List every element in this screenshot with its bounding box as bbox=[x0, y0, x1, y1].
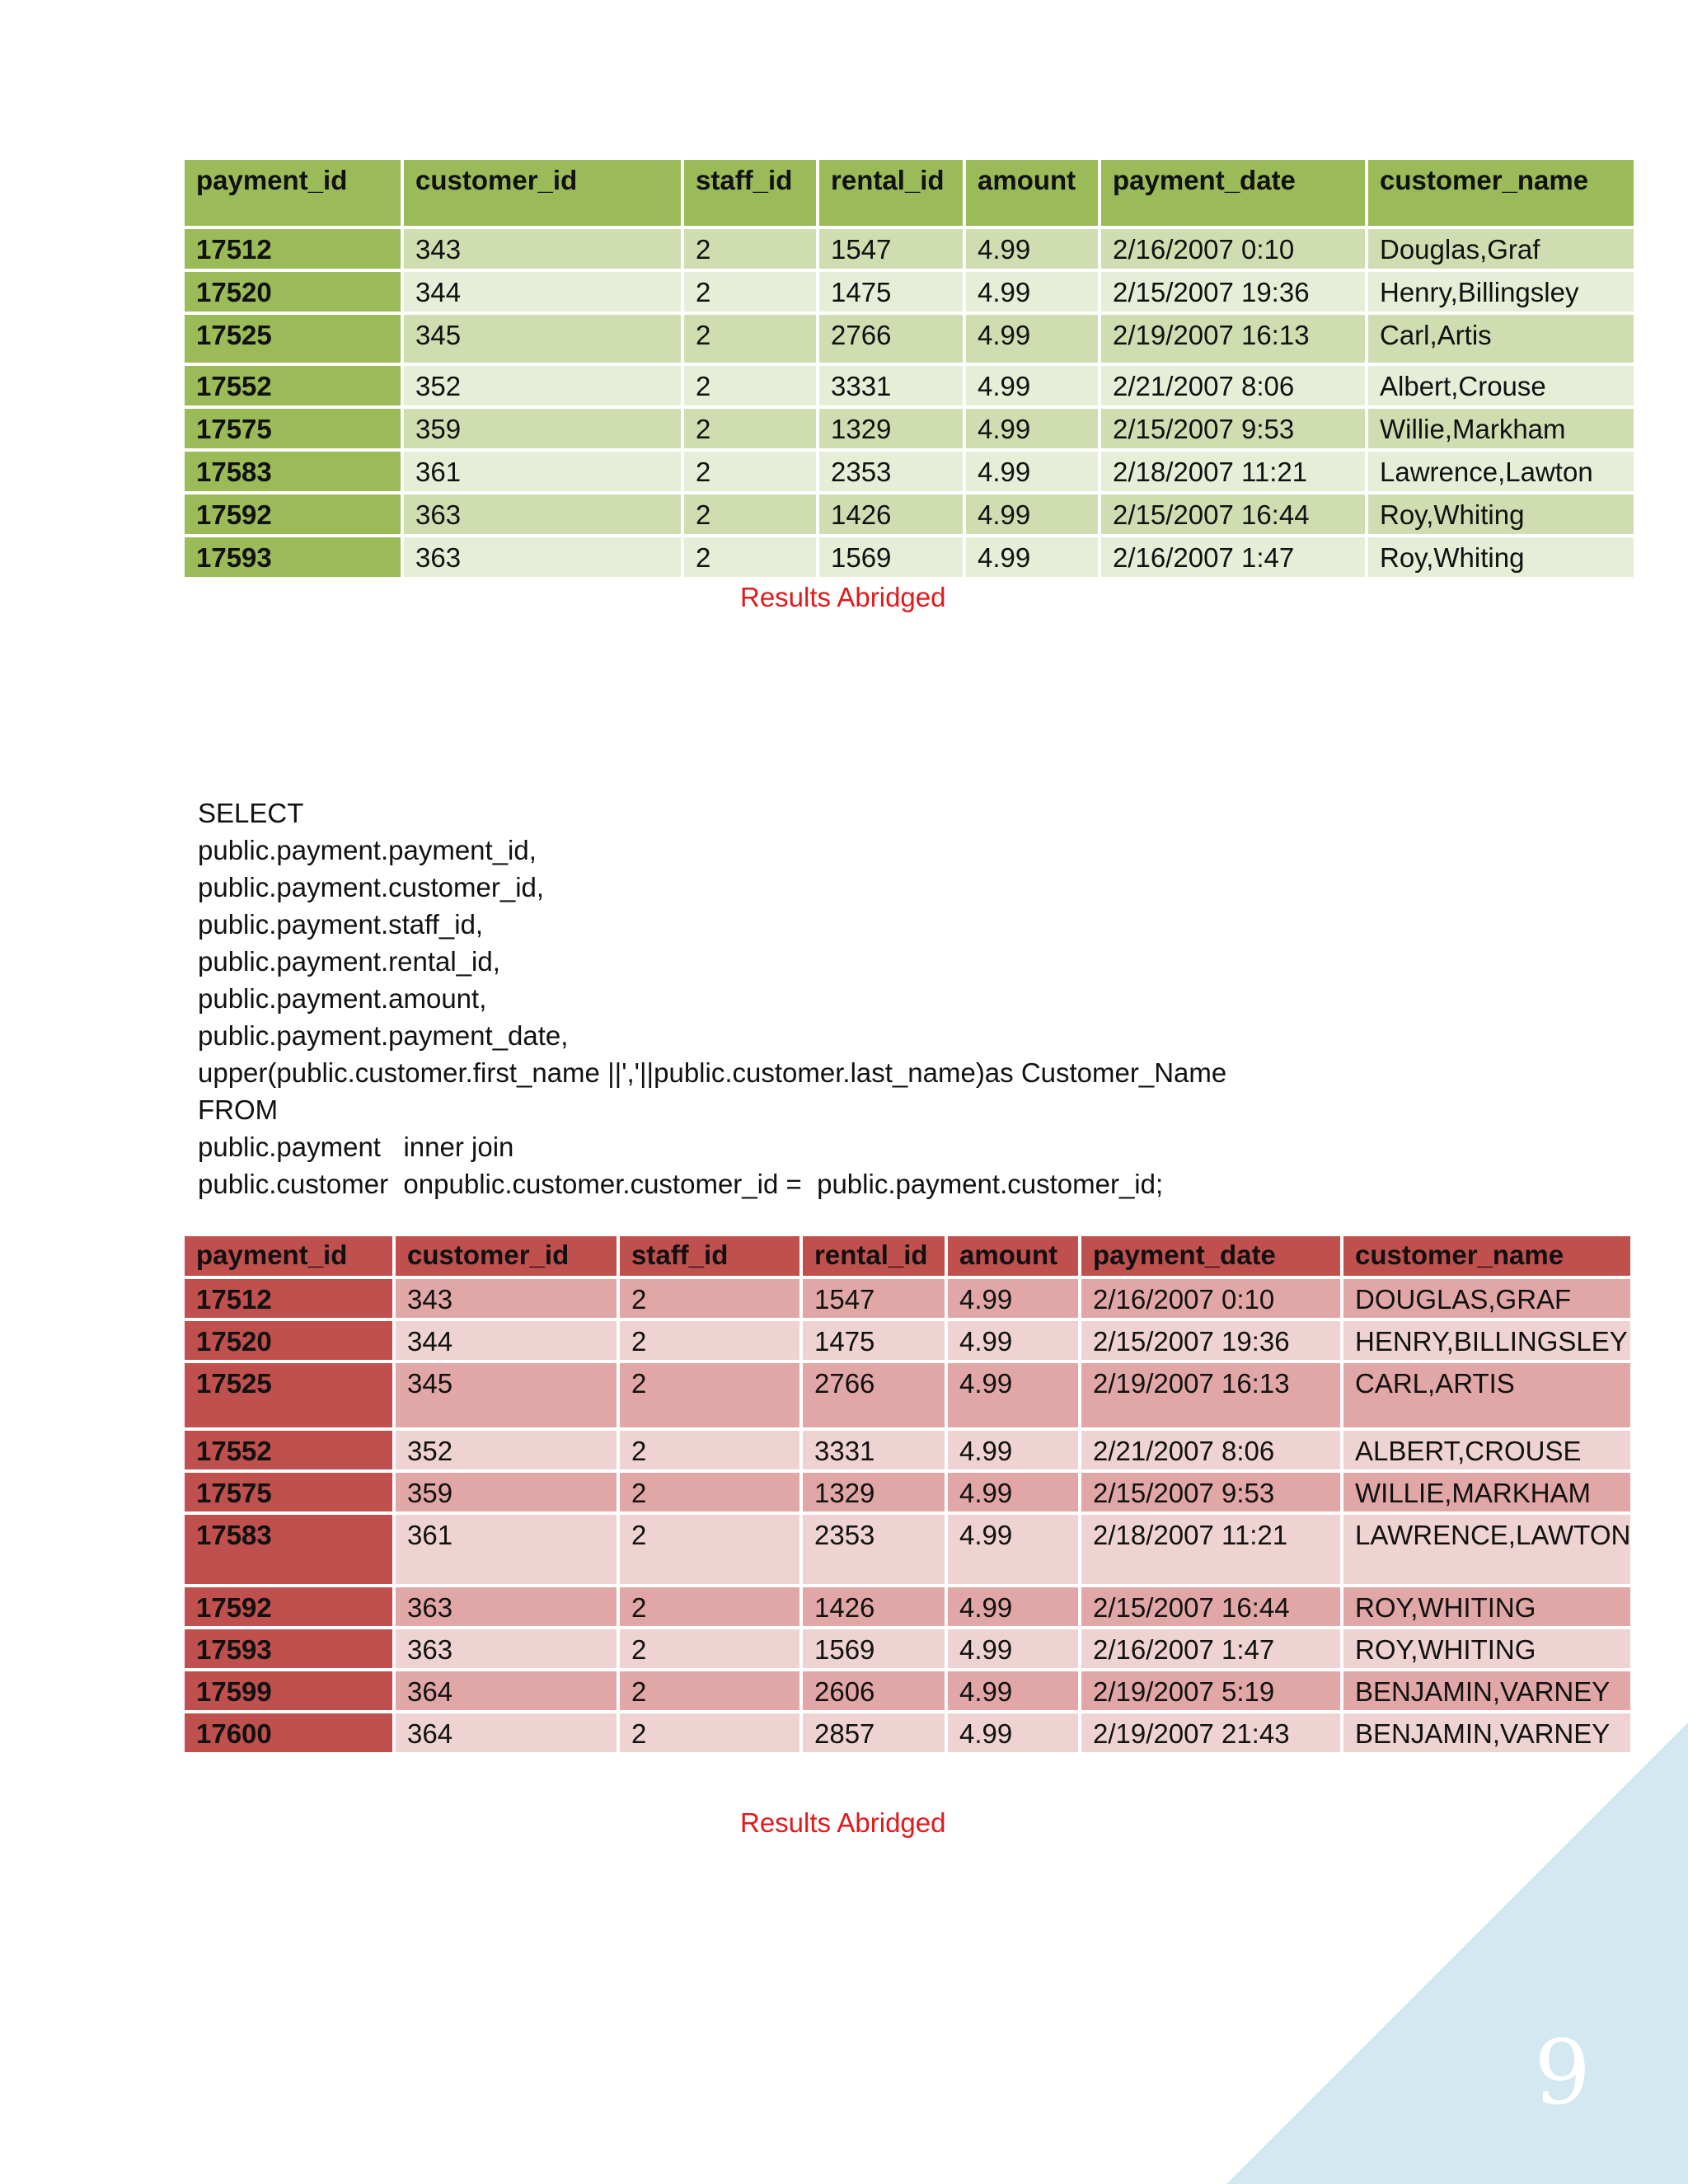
table-header-row bbox=[185, 160, 1634, 226]
table-cell: 2/15/2007 19:36 bbox=[1101, 272, 1365, 312]
table-cell: 2 bbox=[684, 272, 816, 312]
table-cell: 364 bbox=[396, 1713, 617, 1752]
page-number: 9 bbox=[1534, 2022, 1591, 2125]
table-cell: 4.99 bbox=[948, 1321, 1078, 1360]
table-cell: 2 bbox=[684, 366, 816, 405]
table-cell: 2/21/2007 8:06 bbox=[1081, 1431, 1340, 1469]
table-cell: 1475 bbox=[819, 272, 963, 312]
table-cell: 4.99 bbox=[966, 409, 1098, 448]
table-cell: 345 bbox=[404, 315, 681, 363]
table-cell: WILLIE,MARKHAM bbox=[1343, 1473, 1630, 1511]
results-abridged-note: Results Abridged bbox=[740, 582, 946, 612]
table-cell: 2/15/2007 16:44 bbox=[1081, 1587, 1340, 1626]
table-cell: 2 bbox=[620, 1713, 799, 1752]
table-cell: 361 bbox=[396, 1515, 617, 1584]
table-cell: 17520 bbox=[185, 1321, 392, 1360]
table-cell: 17552 bbox=[185, 1431, 392, 1469]
table-cell: Henry,Billingsley bbox=[1368, 272, 1634, 312]
table-cell: 17600 bbox=[185, 1713, 392, 1752]
sql-line: public.payment.rental_id, bbox=[198, 946, 500, 977]
sql-line: FROM bbox=[198, 1094, 279, 1125]
table-cell: 1426 bbox=[803, 1587, 945, 1626]
table-row bbox=[185, 452, 1634, 491]
table-cell: 17512 bbox=[185, 229, 401, 269]
table-cell: 344 bbox=[396, 1321, 617, 1360]
table-cell: 17525 bbox=[185, 1363, 392, 1427]
table-cell: 17552 bbox=[185, 366, 401, 405]
table-cell: 4.99 bbox=[948, 1363, 1078, 1427]
table-cell: HENRY,BILLINGSLEY bbox=[1343, 1321, 1630, 1360]
red-results-table bbox=[181, 1233, 1634, 1755]
table-cell: BENJAMIN,VARNEY bbox=[1343, 1713, 1630, 1752]
table-cell: 1569 bbox=[819, 537, 963, 577]
table-cell: 2 bbox=[620, 1363, 799, 1427]
table-cell: 2/19/2007 16:13 bbox=[1081, 1363, 1340, 1427]
table-cell: CARL,ARTIS bbox=[1343, 1363, 1630, 1427]
table-cell: 4.99 bbox=[966, 272, 1098, 312]
table-cell: BENJAMIN,VARNEY bbox=[1343, 1671, 1630, 1710]
column-header: payment_date bbox=[1081, 1236, 1340, 1276]
table-cell: 364 bbox=[396, 1671, 617, 1710]
table-cell: 3331 bbox=[803, 1431, 945, 1469]
table-cell: 4.99 bbox=[948, 1671, 1078, 1710]
table-cell: 4.99 bbox=[966, 366, 1098, 405]
table-cell: Albert,Crouse bbox=[1368, 366, 1634, 405]
table-cell: 361 bbox=[404, 452, 681, 491]
table-cell: 1547 bbox=[819, 229, 963, 269]
corner-triangle-decoration bbox=[1226, 1722, 1688, 2184]
table-cell: 17512 bbox=[185, 1279, 392, 1318]
table-cell: 343 bbox=[404, 229, 681, 269]
column-header: customer_id bbox=[404, 160, 681, 226]
table-cell: 2/18/2007 11:21 bbox=[1101, 452, 1365, 491]
table-cell: 3331 bbox=[819, 366, 963, 405]
table-cell: 17575 bbox=[185, 409, 401, 448]
table-row bbox=[185, 1671, 1630, 1710]
table-cell: 2/16/2007 1:47 bbox=[1101, 537, 1365, 577]
table-cell: 2 bbox=[684, 537, 816, 577]
column-header: amount bbox=[948, 1236, 1078, 1276]
table-cell: 2857 bbox=[803, 1713, 945, 1752]
table-cell: 2/15/2007 16:44 bbox=[1101, 494, 1365, 534]
table-cell: 2/18/2007 11:21 bbox=[1081, 1515, 1340, 1584]
table-cell: 343 bbox=[396, 1279, 617, 1318]
table-cell: ROY,WHITING bbox=[1343, 1587, 1630, 1626]
table-row bbox=[185, 537, 1634, 577]
table-cell: 17592 bbox=[185, 1587, 392, 1626]
table-cell: 2766 bbox=[803, 1363, 945, 1427]
table-cell: Carl,Artis bbox=[1368, 315, 1634, 363]
table-cell: 4.99 bbox=[948, 1587, 1078, 1626]
table-cell: 2 bbox=[684, 452, 816, 491]
table-cell: 17599 bbox=[185, 1671, 392, 1710]
table-cell: 17525 bbox=[185, 315, 401, 363]
table-cell: 4.99 bbox=[948, 1431, 1078, 1469]
table-cell: 4.99 bbox=[966, 537, 1098, 577]
table-cell: 17593 bbox=[185, 1629, 392, 1668]
table-row bbox=[185, 366, 1634, 405]
table-cell: 2/19/2007 16:13 bbox=[1101, 315, 1365, 363]
table-row bbox=[185, 409, 1634, 448]
table-cell: 2 bbox=[620, 1629, 799, 1668]
table-cell: 363 bbox=[396, 1629, 617, 1668]
sql-line: public.payment.staff_id, bbox=[198, 909, 484, 940]
table-cell: 4.99 bbox=[948, 1515, 1078, 1584]
table-cell: 1569 bbox=[803, 1629, 945, 1668]
table-cell: 4.99 bbox=[948, 1629, 1078, 1668]
table-cell: 2 bbox=[620, 1671, 799, 1710]
sql-line: public.customer onpublic.customer.customer_id = public.payment.customer_id; bbox=[198, 1169, 1164, 1199]
sql-line: upper(public.customer.first_name ||','||public.customer.last_name)as Customer_Name bbox=[198, 1057, 1227, 1088]
table-cell: 2/16/2007 0:10 bbox=[1101, 229, 1365, 269]
table-row bbox=[185, 1321, 1630, 1360]
column-header: staff_id bbox=[620, 1236, 799, 1276]
column-header: payment_id bbox=[185, 1236, 392, 1276]
table-cell: Roy,Whiting bbox=[1368, 494, 1634, 534]
column-header: rental_id bbox=[819, 160, 963, 226]
table-cell: 352 bbox=[404, 366, 681, 405]
table-cell: 4.99 bbox=[966, 452, 1098, 491]
table-cell: 17520 bbox=[185, 272, 401, 312]
table-row bbox=[185, 315, 1634, 363]
table-cell: 2/15/2007 19:36 bbox=[1081, 1321, 1340, 1360]
table-cell: 1547 bbox=[803, 1279, 945, 1318]
table-cell: 2353 bbox=[819, 452, 963, 491]
table-cell: 4.99 bbox=[948, 1713, 1078, 1752]
table-cell: Douglas,Graf bbox=[1368, 229, 1634, 269]
column-header: payment_date bbox=[1101, 160, 1365, 226]
table-row bbox=[185, 1473, 1630, 1511]
table-cell: Lawrence,Lawton bbox=[1368, 452, 1634, 491]
table-row bbox=[185, 229, 1634, 269]
table-row bbox=[185, 1587, 1630, 1626]
table-cell: ROY,WHITING bbox=[1343, 1629, 1630, 1668]
column-header: customer_name bbox=[1343, 1236, 1630, 1276]
sql-line: public.payment.payment_id, bbox=[198, 835, 537, 865]
table-cell: 2/16/2007 0:10 bbox=[1081, 1279, 1340, 1318]
table-cell: 17575 bbox=[185, 1473, 392, 1511]
results-abridged-note: Results Abridged bbox=[740, 1807, 946, 1838]
table-row bbox=[185, 272, 1634, 312]
sql-line: public.payment inner join bbox=[198, 1132, 514, 1162]
table-cell: 2 bbox=[620, 1321, 799, 1360]
table-row bbox=[185, 1515, 1630, 1584]
table-cell: 17592 bbox=[185, 494, 401, 534]
table-cell: 1475 bbox=[803, 1321, 945, 1360]
column-header: customer_id bbox=[396, 1236, 617, 1276]
sql-line: SELECT bbox=[198, 798, 304, 828]
table-row bbox=[185, 1629, 1630, 1668]
table-cell: 2/19/2007 5:19 bbox=[1081, 1671, 1340, 1710]
sql-query bbox=[198, 794, 1226, 1202]
table-cell: 2766 bbox=[819, 315, 963, 363]
column-header: rental_id bbox=[803, 1236, 945, 1276]
table-cell: 352 bbox=[396, 1431, 617, 1469]
corner-triangle bbox=[1226, 1722, 1688, 2184]
table-cell: 2 bbox=[684, 229, 816, 269]
table-cell: 4.99 bbox=[966, 229, 1098, 269]
table-cell: 2/15/2007 9:53 bbox=[1101, 409, 1365, 448]
table-cell: 363 bbox=[404, 537, 681, 577]
table-cell: Willie,Markham bbox=[1368, 409, 1634, 448]
table-cell: 2/16/2007 1:47 bbox=[1081, 1629, 1340, 1668]
table-cell: 1329 bbox=[819, 409, 963, 448]
table-cell: 1426 bbox=[819, 494, 963, 534]
table-cell: 363 bbox=[396, 1587, 617, 1626]
column-header: customer_name bbox=[1368, 160, 1634, 226]
table-cell: 1329 bbox=[803, 1473, 945, 1511]
table-cell: 2 bbox=[684, 315, 816, 363]
table-cell: 2 bbox=[620, 1515, 799, 1584]
table-cell: 4.99 bbox=[948, 1473, 1078, 1511]
table-cell: 2 bbox=[620, 1431, 799, 1469]
table-cell: ALBERT,CROUSE bbox=[1343, 1431, 1630, 1469]
table-cell: 2 bbox=[684, 494, 816, 534]
table-row bbox=[185, 1431, 1630, 1469]
table-cell: LAWRENCE,LAWTON bbox=[1343, 1515, 1630, 1584]
sql-line: public.payment.amount, bbox=[198, 983, 487, 1014]
table-row bbox=[185, 1279, 1630, 1318]
table-cell: 2/15/2007 9:53 bbox=[1081, 1473, 1340, 1511]
table-cell: 359 bbox=[396, 1473, 617, 1511]
table-cell: 2606 bbox=[803, 1671, 945, 1710]
table-cell: 363 bbox=[404, 494, 681, 534]
table-cell: 344 bbox=[404, 272, 681, 312]
table-cell: 2/19/2007 21:43 bbox=[1081, 1713, 1340, 1752]
table-cell: 2353 bbox=[803, 1515, 945, 1584]
sql-line: public.payment.payment_date, bbox=[198, 1020, 569, 1051]
column-header: staff_id bbox=[684, 160, 816, 226]
table-cell: Roy,Whiting bbox=[1368, 537, 1634, 577]
table-cell: 359 bbox=[404, 409, 681, 448]
table-row bbox=[185, 494, 1634, 534]
table-cell: 2 bbox=[620, 1279, 799, 1318]
table-cell: 4.99 bbox=[966, 494, 1098, 534]
column-header: payment_id bbox=[185, 160, 401, 226]
table-cell: 17583 bbox=[185, 1515, 392, 1584]
table-cell: 17593 bbox=[185, 537, 401, 577]
table-header-row bbox=[185, 1236, 1630, 1276]
table-cell: 2 bbox=[684, 409, 816, 448]
table-cell: 2/21/2007 8:06 bbox=[1101, 366, 1365, 405]
table-cell: 345 bbox=[396, 1363, 617, 1427]
column-header: amount bbox=[966, 160, 1098, 226]
table-cell: 4.99 bbox=[966, 315, 1098, 363]
table-row bbox=[185, 1363, 1630, 1427]
table-cell: 2 bbox=[620, 1473, 799, 1511]
green-results-table bbox=[181, 157, 1637, 580]
sql-line: public.payment.customer_id, bbox=[198, 872, 545, 902]
table-cell: 17583 bbox=[185, 452, 401, 491]
table-cell: 2 bbox=[620, 1587, 799, 1626]
table-cell: DOUGLAS,GRAF bbox=[1343, 1279, 1630, 1318]
table-cell: 4.99 bbox=[948, 1279, 1078, 1318]
